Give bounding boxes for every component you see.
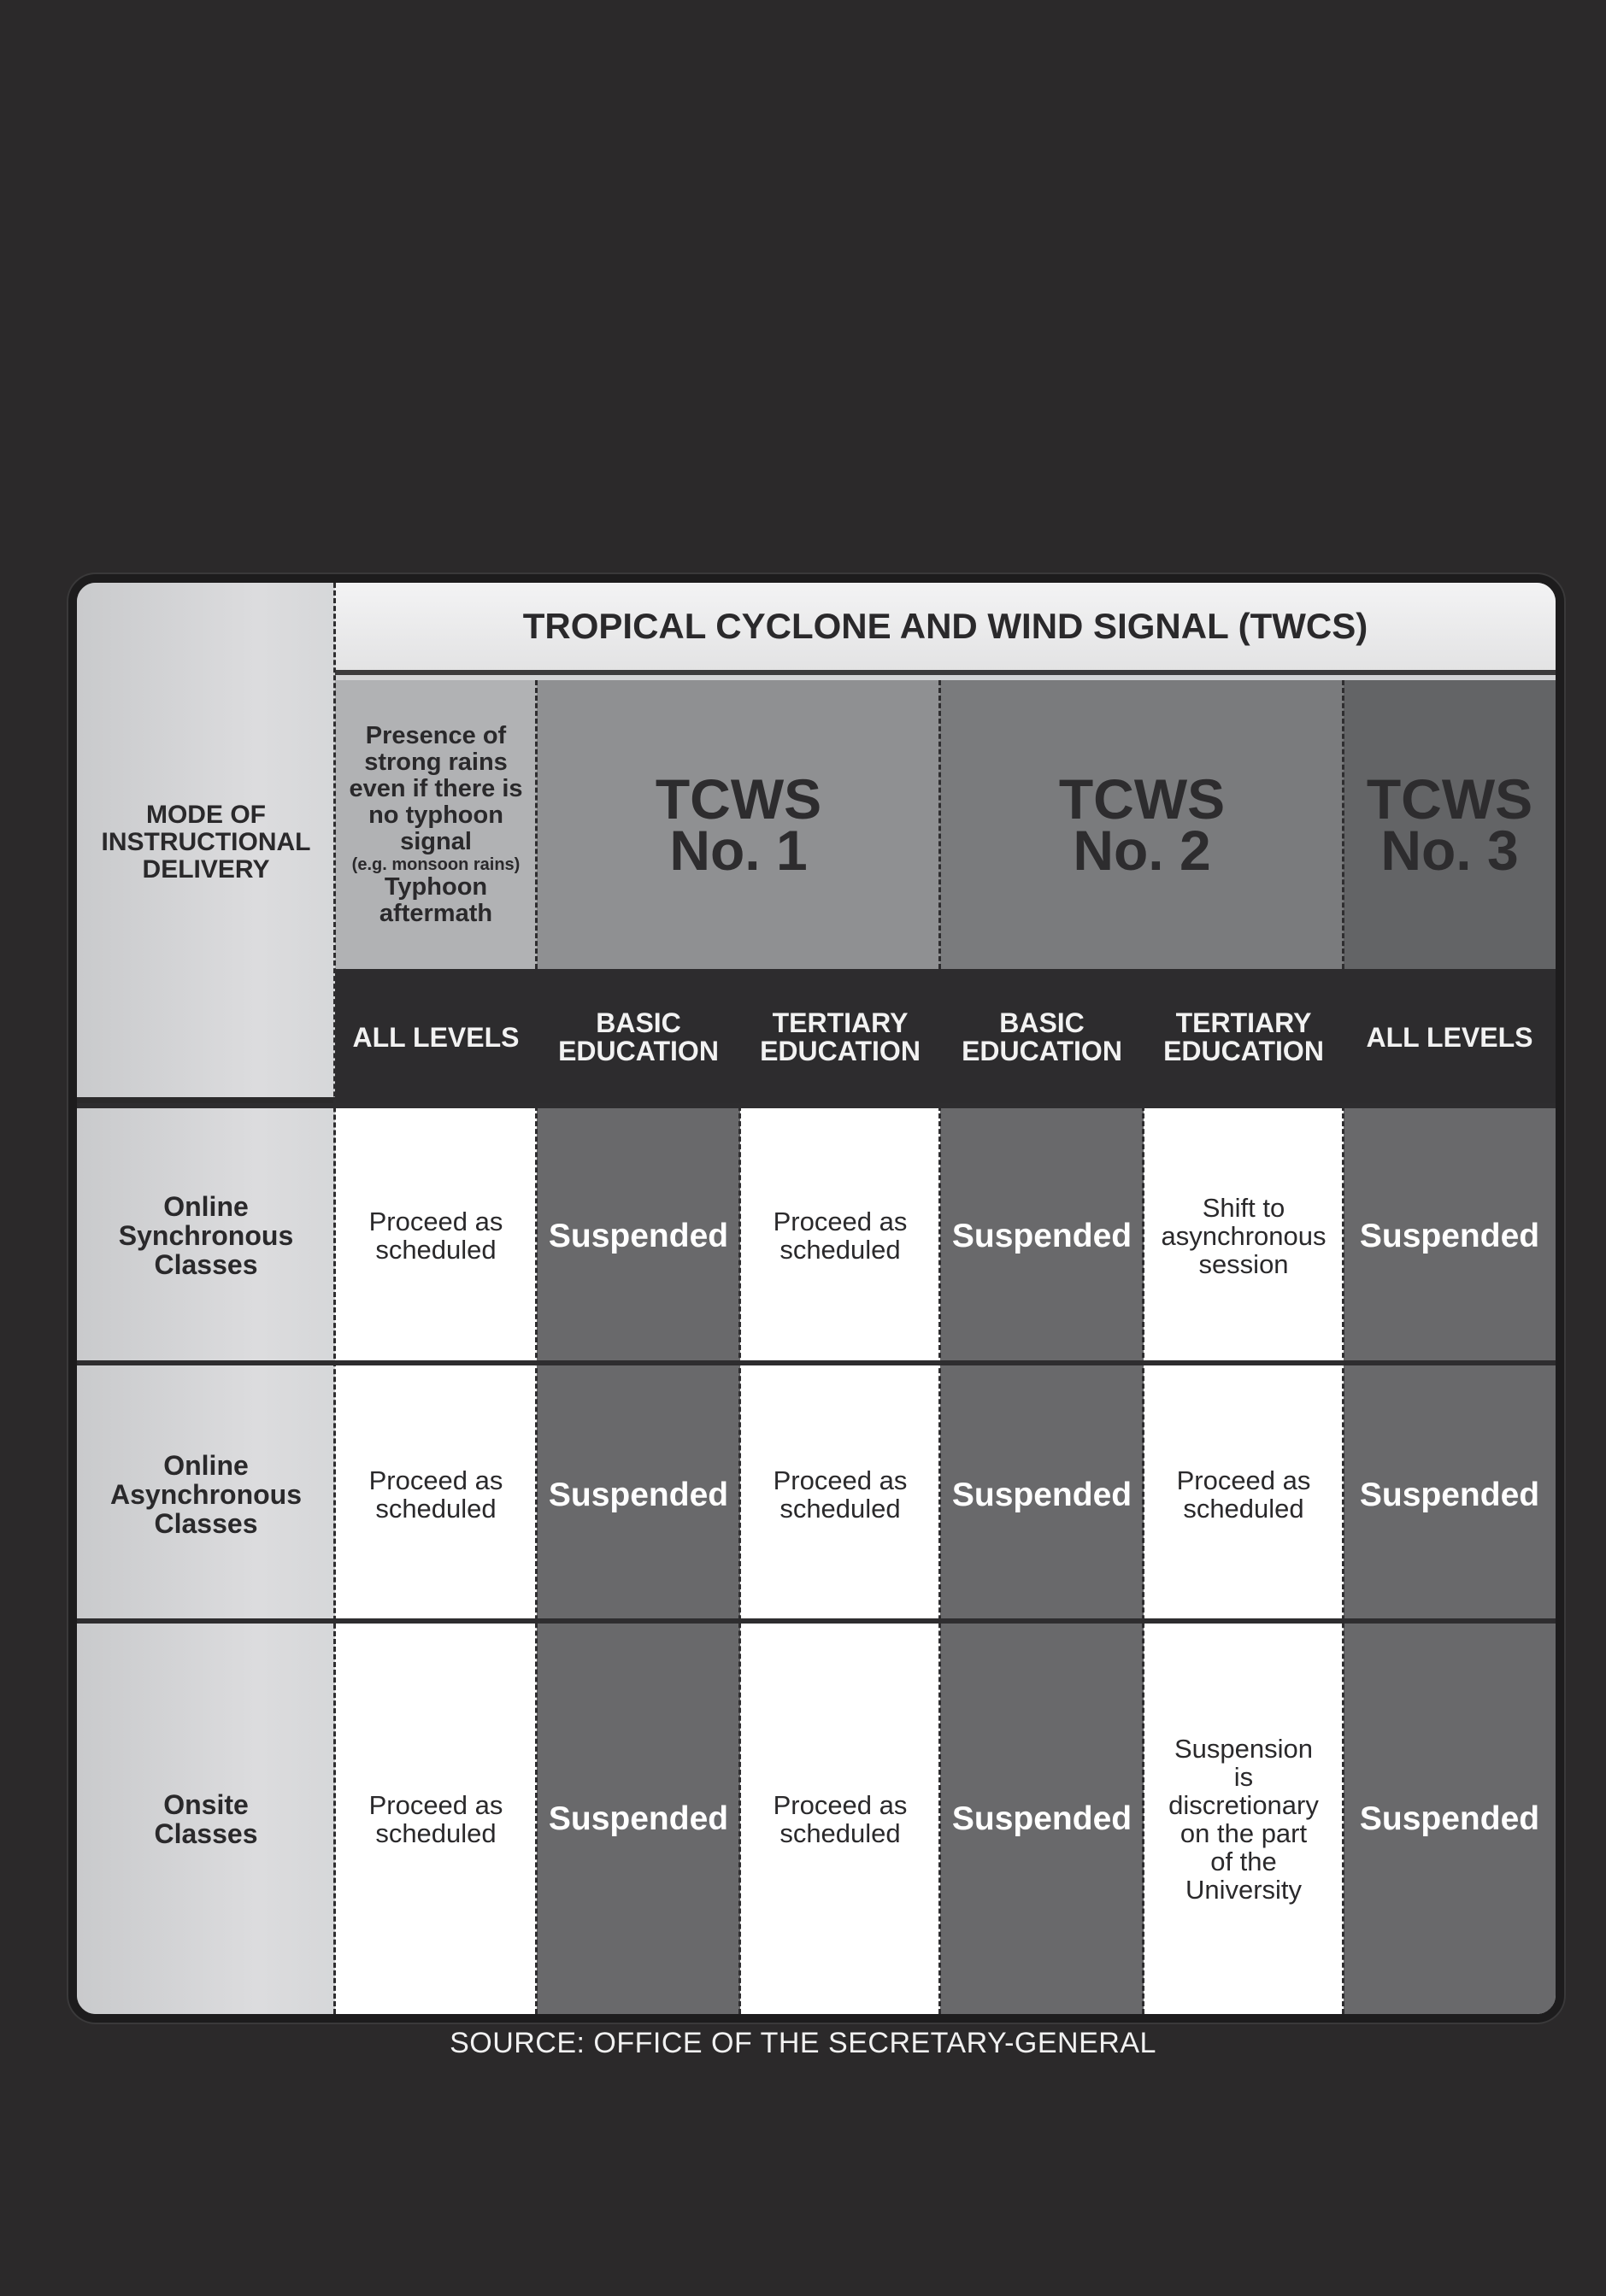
column-divider: [1342, 1106, 1344, 2014]
table-cell: Suspended: [1344, 1365, 1556, 1624]
column-divider: [535, 1106, 538, 2014]
row-divider: [77, 1618, 1556, 1624]
row-divider: [77, 1360, 1556, 1365]
level-header: TERTIARY EDUCATION: [760, 1007, 921, 1066]
level-header: BASIC EDUCATION: [558, 1007, 719, 1066]
table-cell: Proceed as scheduled: [335, 1624, 537, 2014]
table-cell: Suspended: [537, 1624, 740, 2014]
table-cell: Proceed as scheduled: [740, 1365, 940, 1624]
row-label: Online Asynchronous Classes: [109, 1450, 303, 1539]
table-cell: Suspended: [940, 1365, 1144, 1624]
level-header: TERTIARY EDUCATION: [1163, 1007, 1324, 1066]
level-header: ALL LEVELS: [1366, 1021, 1533, 1053]
row-label: Onsite Classes: [154, 1788, 258, 1849]
mode-header: MODE OF INSTRUCTIONAL DELIVERY: [101, 801, 311, 884]
signal-tcws-1: TCWS No. 1: [537, 680, 940, 969]
table-cell: Proceed as scheduled: [740, 1106, 940, 1365]
table-cell: Suspended: [1344, 1106, 1556, 1365]
column-divider: [333, 583, 336, 2014]
column-divider: [1142, 1106, 1144, 2014]
column-divider: [938, 1106, 941, 2014]
level-header: ALL LEVELS: [352, 1021, 520, 1053]
row-label: Online Synchronous Classes: [118, 1191, 294, 1280]
table-cell: Suspended: [940, 1106, 1144, 1365]
column-divider: [535, 680, 538, 969]
row-divider: [77, 1103, 1556, 1108]
twcs-table: [68, 574, 1564, 2023]
signal-strong-rains: Presence of strong rains even if there is no typhoon signal (e.g. monsoon rains) Typhoon aftermath: [335, 680, 537, 969]
table-title: TROPICAL CYCLONE AND WIND SIGNAL (TWCS): [335, 583, 1556, 675]
column-divider: [938, 680, 941, 969]
table-cell: Suspended: [1344, 1624, 1556, 2014]
table-cell: Proceed as scheduled: [740, 1624, 940, 2014]
signal-tcws-3: TCWS No. 3: [1344, 680, 1556, 969]
column-divider: [1342, 680, 1344, 969]
source-note: SOURCE: OFFICE OF THE SECRETARY-GENERAL: [450, 2027, 1156, 2059]
level-header: BASIC EDUCATION: [962, 1007, 1122, 1066]
table-cell: Proceed as scheduled: [335, 1365, 537, 1624]
table-cell: Suspended: [940, 1624, 1144, 2014]
table-cell: Shift to asynchronous session: [1144, 1106, 1344, 1365]
column-divider: [738, 1106, 741, 2014]
table-cell: Suspended: [537, 1365, 740, 1624]
table-cell: Suspension is discretionary on the part of the University: [1144, 1624, 1344, 2014]
table-cell: Suspended: [537, 1106, 740, 1365]
signal-tcws-2: TCWS No. 2: [940, 680, 1344, 969]
table-cell: Proceed as scheduled: [1144, 1365, 1344, 1624]
table-cell: Proceed as scheduled: [335, 1106, 537, 1365]
